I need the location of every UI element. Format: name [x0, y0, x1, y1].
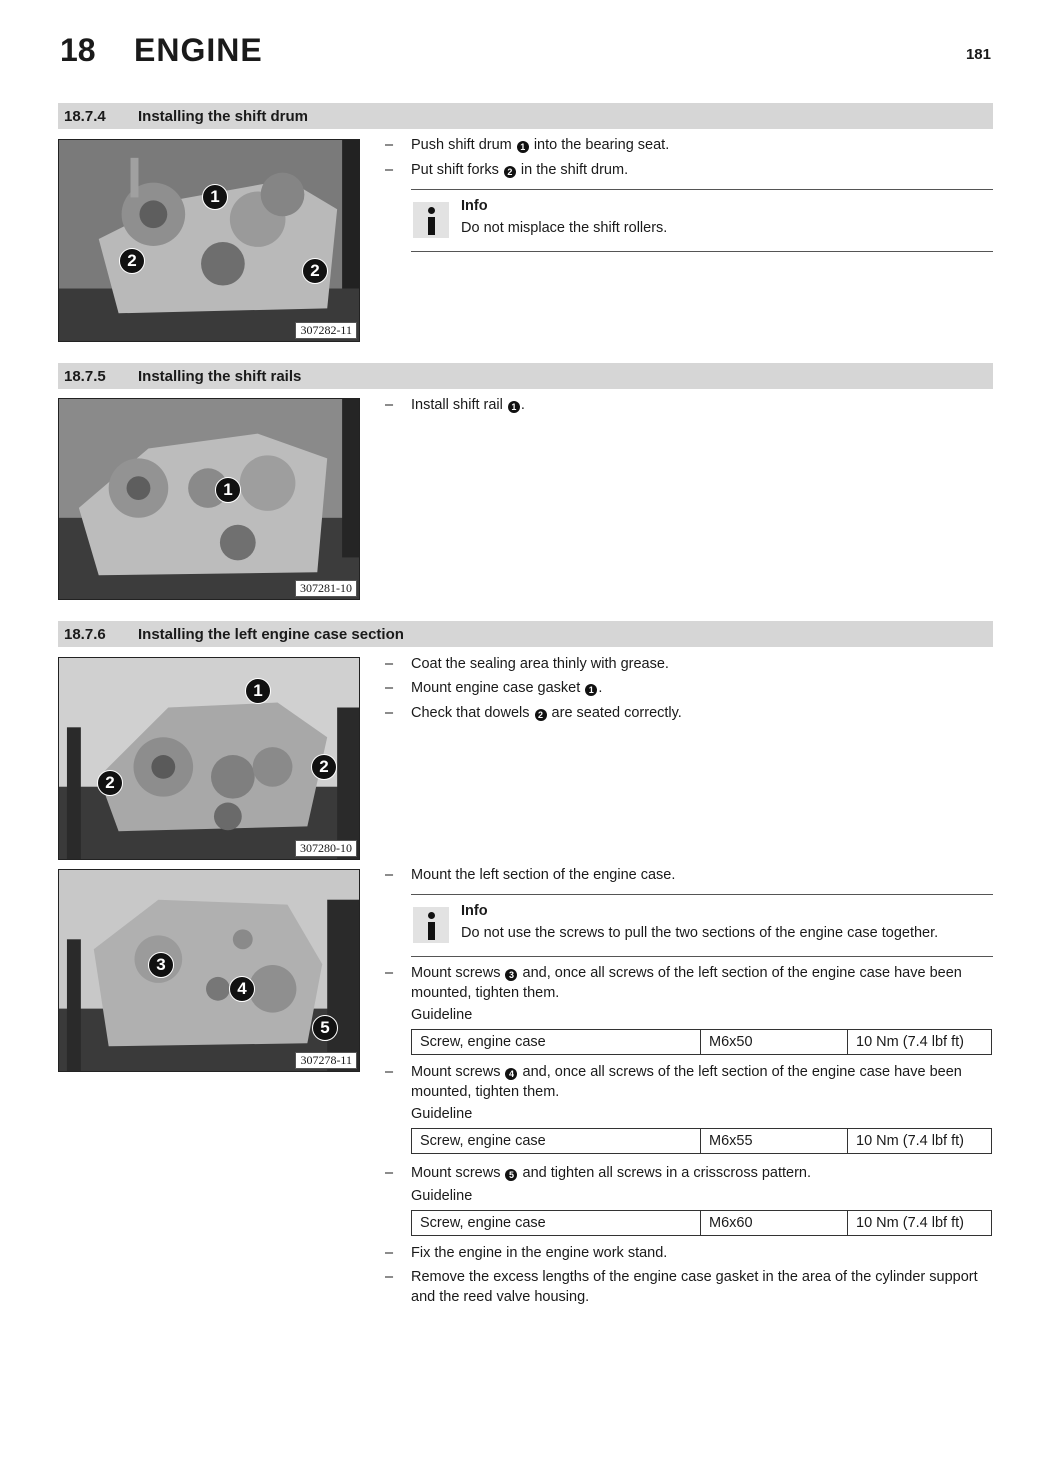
spec-item: Screw, engine case	[412, 1211, 701, 1236]
step-text: and, once all screws of the left section of the engine case have been mounted, tighten them.	[411, 965, 962, 1001]
info-icon	[413, 907, 449, 943]
step-dash: –	[385, 680, 394, 696]
photo-id: 307281-10	[295, 580, 357, 597]
step-text: are seated correctly.	[551, 705, 682, 721]
callout-5: 5	[312, 1015, 338, 1041]
step-dash: –	[385, 1269, 394, 1285]
spec-size: M6x60	[701, 1211, 848, 1236]
photo-id: 307282-11	[295, 322, 357, 339]
marker-2: 2	[504, 166, 516, 178]
step-text: Mount engine case gasket	[411, 680, 581, 696]
spec-torque: 10 Nm (7.4 lbf ft)	[848, 1211, 992, 1236]
spec-size: M6x50	[701, 1030, 848, 1055]
step-text: Mount screws	[411, 1064, 501, 1080]
callout-2: 2	[302, 258, 328, 284]
step-text: Push shift drum	[411, 137, 512, 153]
callout-4: 4	[229, 976, 255, 1002]
step-text: Install shift rail	[411, 397, 503, 413]
callout-1: 1	[245, 678, 271, 704]
table-row	[412, 1030, 992, 1055]
step-text: Mount screws	[411, 1165, 501, 1181]
info-label: Info	[461, 903, 488, 919]
chapter-title: ENGINE	[134, 32, 263, 68]
engine-photo	[58, 869, 360, 1072]
step-dash: –	[385, 137, 394, 153]
engine-photo	[58, 398, 360, 600]
section-title: Installing the shift rails	[138, 368, 302, 385]
page-number: 181	[965, 46, 991, 63]
step-dash: –	[385, 1064, 394, 1080]
photo-id: 307278-11	[295, 1052, 357, 1069]
callout-3: 3	[148, 952, 174, 978]
engine-photo	[58, 657, 360, 860]
marker-5: 5	[505, 1169, 517, 1181]
step-dash: –	[385, 162, 394, 178]
guideline-label: Guideline	[411, 1188, 473, 1204]
section-number: 18.7.4	[64, 108, 106, 125]
step-text: and, once all screws of the left section of the engine case have been mounted, tighten them.	[411, 1064, 962, 1100]
marker-1: 1	[517, 141, 529, 153]
marker-2: 2	[535, 709, 547, 721]
photo-id: 307280-10	[295, 840, 357, 857]
marker-1: 1	[585, 684, 597, 696]
step-text: Coat the sealing area thinly with grease.	[411, 656, 669, 672]
spec-table	[411, 1128, 992, 1154]
table-row	[412, 1129, 992, 1154]
callout-1: 1	[202, 184, 228, 210]
step-text: .	[598, 680, 603, 696]
spec-size: M6x55	[701, 1129, 848, 1154]
section-title: Installing the left engine case section	[138, 626, 404, 643]
spec-item: Screw, engine case	[412, 1030, 701, 1055]
step-dash: –	[385, 397, 394, 413]
callout-2: 2	[97, 770, 123, 796]
info-icon	[413, 202, 449, 238]
step-text: Fix the engine in the engine work stand.	[411, 1245, 668, 1261]
step-dash: –	[385, 1245, 394, 1261]
guideline-label: Guideline	[411, 1106, 473, 1122]
table-row	[412, 1211, 992, 1236]
section-heading-18-7-5	[58, 363, 993, 389]
spec-torque: 10 Nm (7.4 lbf ft)	[848, 1030, 992, 1055]
spec-torque: 10 Nm (7.4 lbf ft)	[848, 1129, 992, 1154]
callout-2: 2	[119, 248, 145, 274]
step-text: in the shift drum.	[520, 162, 629, 178]
section-number: 18.7.6	[64, 626, 106, 643]
section-number: 18.7.5	[64, 368, 106, 385]
callout-2: 2	[311, 754, 337, 780]
callout-1: 1	[215, 477, 241, 503]
guideline-label: Guideline	[411, 1007, 473, 1023]
marker-1: 1	[508, 401, 520, 413]
step-text: Mount the left section of the engine case.	[411, 867, 676, 883]
marker-4: 4	[505, 1068, 517, 1080]
info-text: Do not misplace the shift rollers.	[461, 220, 668, 236]
step-dash: –	[385, 867, 394, 883]
step-dash: –	[385, 656, 394, 672]
step-dash: –	[385, 965, 394, 981]
step-text: .	[520, 397, 525, 413]
step-text: and tighten all screws in a crisscross pattern.	[522, 1165, 812, 1181]
spec-table	[411, 1210, 992, 1236]
step-text: Check that dowels	[411, 705, 530, 721]
step-text: Mount screws	[411, 965, 501, 981]
section-title: Installing the shift drum	[138, 108, 309, 125]
page-header	[58, 30, 993, 74]
step-dash: –	[385, 1165, 394, 1181]
marker-3: 3	[505, 969, 517, 981]
step-text: Put shift forks	[411, 162, 499, 178]
info-box	[411, 189, 993, 252]
info-label: Info	[461, 198, 488, 214]
spec-item: Screw, engine case	[412, 1129, 701, 1154]
engine-photo	[58, 139, 360, 342]
info-text: Do not use the screws to pull the two sections of the engine case together.	[461, 925, 939, 941]
step-text: into the bearing seat.	[533, 137, 670, 153]
section-heading-18-7-4	[58, 103, 993, 129]
step-dash: –	[385, 705, 394, 721]
chapter-number: 18	[60, 32, 96, 68]
spec-table	[411, 1029, 992, 1055]
step-text: Remove the excess lengths of the engine case gasket in the area of the cylinder support and the reed valve housing.	[411, 1269, 978, 1305]
section-heading-18-7-6	[58, 621, 993, 647]
info-box	[411, 894, 993, 957]
